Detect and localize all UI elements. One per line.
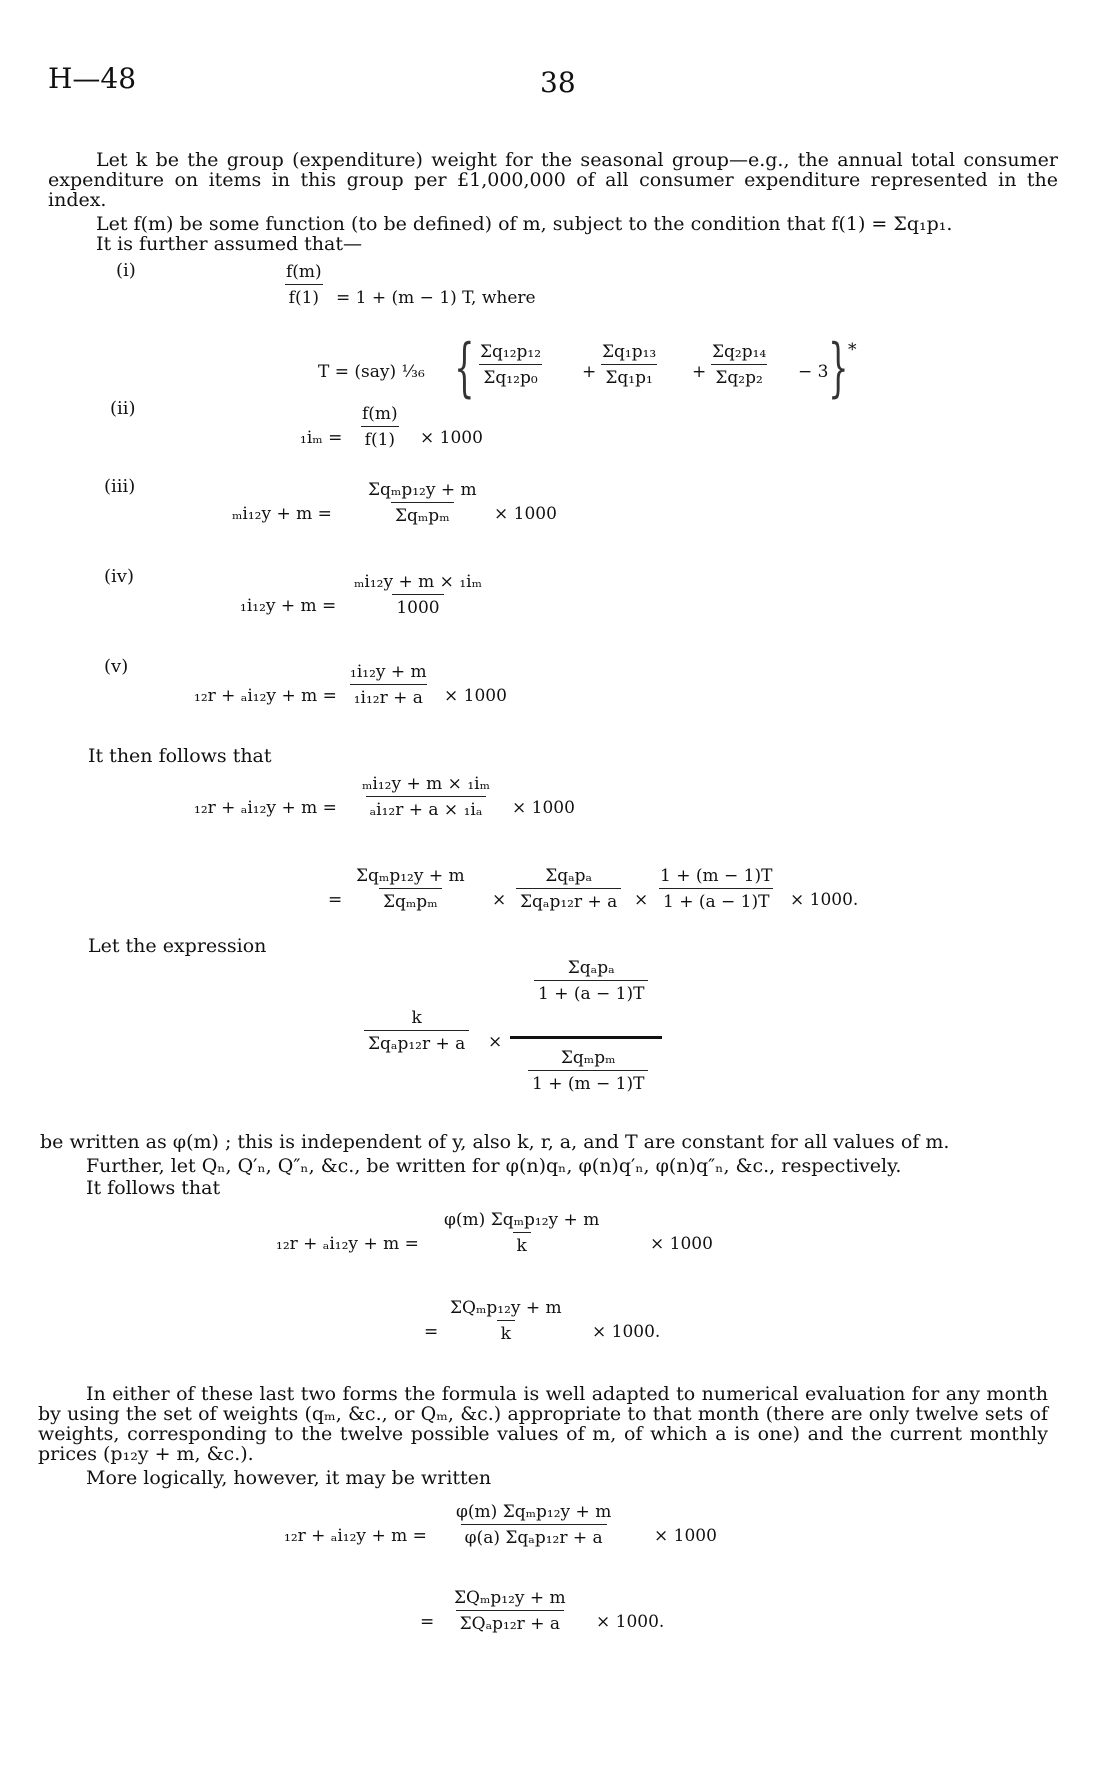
equation-f1-denominator: ₐi₁₂r + a × ₁iₐ	[366, 796, 487, 820]
equation-g2-rhs: × 1000.	[592, 1322, 661, 1342]
equation-f1-lhs: ₁₂r + ₐi₁₂y + m =	[194, 798, 337, 818]
open-brace-icon: {	[454, 331, 475, 405]
equation-label-v: (v)	[104, 656, 129, 677]
footnote-marker: *	[848, 340, 857, 360]
page-number: 38	[540, 66, 576, 99]
equation-ii-numerator: f(m)	[362, 404, 398, 424]
equation-iv-fraction	[350, 572, 486, 618]
equation-f2-term-c-denominator: 1 + (a − 1)T	[659, 888, 773, 912]
equation-T-tail: − 3	[798, 362, 829, 382]
equation-iv-denominator: 1000	[392, 594, 443, 618]
equation-v-denominator: ₁i₁₂r + a	[350, 684, 427, 708]
text-more-logically: More logically, however, it may be written	[86, 1467, 492, 1489]
equation-T-term1-denominator: Σq₁₂p₀	[479, 364, 541, 388]
equation-f2-term-c	[656, 866, 776, 912]
equation-label-i: (i)	[116, 260, 136, 281]
equation-ii-denominator: f(1)	[361, 426, 399, 450]
equation-v-rhs: × 1000	[444, 686, 507, 706]
plus-sign: +	[582, 362, 597, 382]
equation-iii-numerator: Σqₘp₁₂y + m	[368, 480, 477, 500]
paragraph-group-weight: Let k be the group (expenditure) weight for the seasonal group—e.g., the annual total consumer expenditure on items in this group per £1,000,000 of all consumer expenditure represented in the index.	[48, 149, 1058, 211]
phi-left-denominator: Σqₐp₁₂r + a	[364, 1030, 469, 1054]
document-reference: H—48	[48, 62, 137, 95]
phi-left-fraction	[364, 1008, 469, 1054]
equation-T-term2-numerator: Σq₁p₁₃	[602, 342, 657, 362]
paragraph-Q-definition: Further, let Qₙ, Q′ₙ, Q″ₙ, &c., be written for φ(n)qₙ, φ(n)q′ₙ, φ(n)q″ₙ, &c., respectively.	[86, 1155, 902, 1177]
equation-f2-term-b-denominator: Σqₐp₁₂r + a	[516, 888, 621, 912]
equation-f1-numerator: ₘi₁₂y + m × ₁iₘ	[362, 774, 490, 794]
equation-iv-numerator: ₘi₁₂y + m × ₁iₘ	[354, 572, 482, 592]
text-it-follows-that: It follows that	[86, 1177, 221, 1199]
equation-iii-lhs: ₘi₁₂y + m =	[232, 504, 332, 524]
equation-g1-numerator: φ(m) Σqₘp₁₂y + m	[444, 1210, 600, 1230]
equals-sign: =	[424, 1322, 439, 1342]
equation-iii-rhs: × 1000	[494, 504, 557, 524]
text-let-the-expression: Let the expression	[88, 935, 267, 957]
equation-g2-numerator: ΣQₘp₁₂y + m	[450, 1298, 562, 1318]
equation-g1-rhs: × 1000	[650, 1234, 713, 1254]
equation-iii-fraction	[364, 480, 481, 526]
equation-h2-rhs: × 1000.	[596, 1612, 665, 1632]
equation-T-term1-numerator: Σq₁₂p₁₂	[480, 342, 542, 362]
equation-T-term2	[598, 342, 660, 388]
equation-f2-term-b	[516, 866, 621, 912]
text-it-then-follows: It then follows that	[88, 745, 272, 767]
equation-h1-numerator: φ(m) Σqₘp₁₂y + m	[456, 1502, 612, 1522]
phi-numerator-k: k	[411, 1008, 422, 1028]
equation-h2-numerator: ΣQₘp₁₂y + m	[454, 1588, 566, 1608]
equals-sign: =	[420, 1612, 435, 1632]
equation-i-rhs: = 1 + (m − 1) T, where	[336, 288, 536, 308]
equation-g1-lhs: ₁₂r + ₐi₁₂y + m =	[276, 1234, 419, 1254]
paragraph-numerical-evaluation: In either of these last two forms the formula is well adapted to numerical evaluation for any month by using the set of weights (qₘ, &c., or Qₘ, &c.) appropriate to that month (there are only twelve sets of weights, corresponding to the twelve possible values of m, of which a is one) and the current monthly prices (p₁₂y + m, &c.).	[38, 1383, 1048, 1465]
phi-bottom-numerator: Σqₘpₘ	[560, 1048, 616, 1068]
equation-i-fraction	[282, 262, 326, 308]
equation-h1-lhs: ₁₂r + ₐi₁₂y + m =	[284, 1526, 427, 1546]
equation-v-numerator: ₁i₁₂y + m	[350, 662, 427, 682]
equation-f2-rhs: × 1000.	[790, 890, 859, 910]
equation-g2-fraction	[446, 1298, 566, 1344]
equation-h2-denominator: ΣQₐp₁₂r + a	[456, 1610, 564, 1634]
equation-T-term1	[476, 342, 545, 388]
close-brace-icon: }	[828, 331, 849, 405]
equation-label-iii: (iii)	[104, 476, 136, 497]
times-sign: ×	[488, 1032, 503, 1052]
equation-ii-lhs: ₁iₘ =	[300, 428, 343, 448]
equation-i-numerator: f(m)	[286, 262, 322, 282]
equals-sign: =	[328, 890, 343, 910]
equation-f2-term-a-denominator: Σqₘpₘ	[379, 888, 442, 912]
equation-T-term3-denominator: Σq₂p₂	[711, 364, 766, 388]
equation-label-ii: (ii)	[110, 398, 136, 419]
equation-ii-rhs: × 1000	[420, 428, 483, 448]
equation-f1-fraction	[358, 774, 494, 820]
phi-top-numerator: Σqₐpₐ	[567, 958, 615, 978]
equation-f2-term-c-numerator: 1 + (m − 1)T	[660, 866, 773, 886]
equation-v-lhs: ₁₂r + ₐi₁₂y + m =	[194, 686, 337, 706]
paragraph-assumption: It is further assumed that—	[96, 233, 362, 255]
equation-f2-term-a-numerator: Σqₘp₁₂y + m	[356, 866, 465, 886]
equation-T-term3-numerator: Σq₂p₁₄	[712, 342, 767, 362]
equation-iv-lhs: ₁i₁₂y + m =	[240, 596, 337, 616]
equation-v-fraction	[346, 662, 431, 708]
times-sign: ×	[492, 890, 507, 910]
equation-i-denominator: f(1)	[285, 284, 323, 308]
equation-h2-fraction	[450, 1588, 570, 1634]
equation-ii-fraction	[358, 404, 402, 450]
paragraph-phi-definition: be written as φ(m) ; this is independent of y, also k, r, a, and T are constant for all values of m.	[40, 1131, 950, 1153]
equation-f2-term-a	[352, 866, 469, 912]
equation-g2-denominator: k	[497, 1320, 515, 1344]
equation-f2-term-b-numerator: Σqₐpₐ	[545, 866, 593, 886]
main-fraction-bar	[510, 1036, 662, 1039]
equation-h1-rhs: × 1000	[654, 1526, 717, 1546]
equation-iii-denominator: Σqₘpₘ	[391, 502, 454, 526]
equation-T-term2-denominator: Σq₁p₁	[601, 364, 656, 388]
phi-bottom-fraction	[528, 1048, 648, 1094]
equation-f1-rhs: × 1000	[512, 798, 575, 818]
phi-bottom-denominator: 1 + (m − 1)T	[528, 1070, 648, 1094]
equation-T-term3	[708, 342, 770, 388]
equation-g1-fraction	[440, 1210, 603, 1256]
phi-top-denominator: 1 + (a − 1)T	[534, 980, 648, 1004]
plus-sign: +	[692, 362, 707, 382]
times-sign: ×	[634, 890, 649, 910]
equation-label-iv: (iv)	[104, 566, 134, 587]
equation-h1-denominator: φ(a) Σqₐp₁₂r + a	[461, 1524, 607, 1548]
paragraph-function-definition: Let f(m) be some function (to be defined) of m, subject to the condition that f(1) = Σq₁p₁.	[96, 213, 953, 235]
equation-T-lhs: T = (say) ¹⁄₃₆	[318, 362, 425, 382]
phi-top-fraction	[534, 958, 648, 1004]
equation-h1-fraction	[452, 1502, 615, 1548]
equation-g1-denominator: k	[513, 1232, 531, 1256]
